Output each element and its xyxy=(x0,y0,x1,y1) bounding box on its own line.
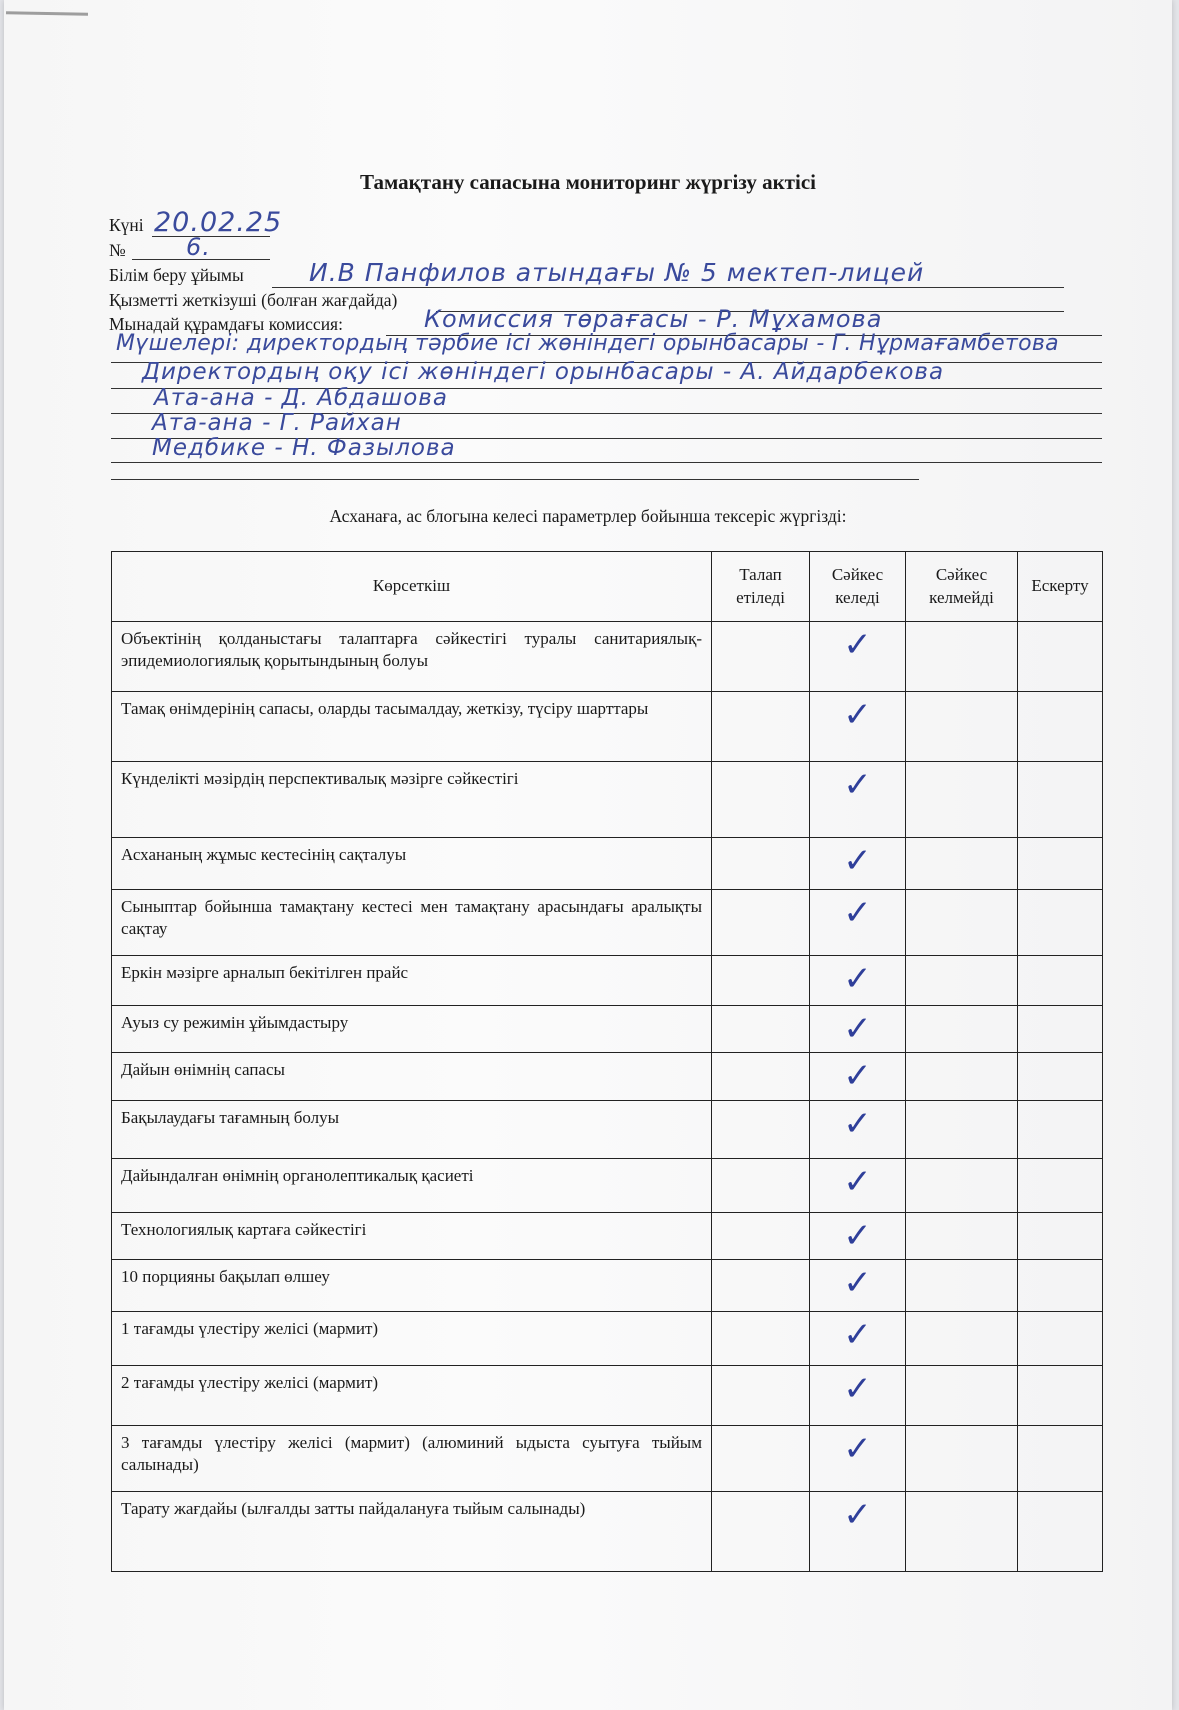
commission-line-6: Медбике - Н. Фазылова xyxy=(152,435,456,461)
indicator-cell: Дайын өнімнің сапасы xyxy=(112,1053,712,1101)
required-cell xyxy=(712,1053,810,1101)
required-cell xyxy=(712,1101,810,1159)
table-row xyxy=(112,1312,1103,1366)
commission-line-4: Ата-ана - Д. Абдашова xyxy=(154,385,448,411)
note-cell xyxy=(1018,838,1103,890)
complies-cell xyxy=(810,838,906,890)
table-row xyxy=(112,1213,1103,1260)
inspection-intro: Асханаға, ас блогына келесі параметрлер бойынша тексеріс жүргізді: xyxy=(329,506,847,526)
not-complies-cell xyxy=(906,1213,1018,1260)
header-note: Ескерту xyxy=(1018,552,1103,622)
complies-cell xyxy=(810,692,906,762)
not-complies-cell xyxy=(906,890,1018,956)
required-cell xyxy=(712,1260,810,1312)
commission-line-5: Ата-ана - Г. Райхан xyxy=(152,410,402,436)
supplier-label: Қызметті жеткізуші (болған жағдайда) xyxy=(109,290,398,310)
checkmark-icon: ✓ xyxy=(843,1056,872,1096)
table-row xyxy=(112,956,1103,1006)
complies-cell xyxy=(810,1312,906,1366)
required-cell xyxy=(712,890,810,956)
table-row xyxy=(112,1159,1103,1213)
not-complies-cell xyxy=(906,622,1018,692)
not-complies-cell xyxy=(906,1366,1018,1426)
checkmark-icon: ✓ xyxy=(843,1315,872,1355)
commission-line-2: Мүшелері: директордың тәрбие ісі жөніндегі орынбасары - Г. Нұрмағамбетова xyxy=(116,331,1059,356)
complies-cell xyxy=(810,622,906,692)
note-cell xyxy=(1018,622,1103,692)
indicator-cell: Бақылаудағы тағамның болуы xyxy=(112,1101,712,1159)
required-cell xyxy=(712,1492,810,1572)
checkmark-icon: ✓ xyxy=(843,1162,872,1202)
table-row xyxy=(112,762,1103,838)
required-cell xyxy=(712,1366,810,1426)
checkmark-icon: ✓ xyxy=(843,841,872,881)
not-complies-cell xyxy=(906,1053,1018,1101)
checkmark-icon: ✓ xyxy=(843,1104,872,1144)
edge-mark xyxy=(6,11,88,15)
indicator-cell: Тарату жағдайы (ылғалды затты пайдалануға тыйым салынады) xyxy=(112,1492,712,1572)
not-complies-cell xyxy=(906,956,1018,1006)
commission-line-3: Директордың оқу ісі жөніндегі орынбасары - А. Айдарбекова xyxy=(142,359,945,385)
note-cell xyxy=(1018,1053,1103,1101)
complies-cell xyxy=(810,956,906,1006)
note-cell xyxy=(1018,1312,1103,1366)
number-label: № xyxy=(109,240,126,260)
note-cell xyxy=(1018,692,1103,762)
table-row xyxy=(112,838,1103,890)
not-complies-cell xyxy=(906,838,1018,890)
header-required: Талап етіледі xyxy=(712,552,810,622)
note-cell xyxy=(1018,1260,1103,1312)
header-not-complies: Сәйкес келмейді xyxy=(906,552,1018,622)
note-cell xyxy=(1018,1159,1103,1213)
required-cell xyxy=(712,1312,810,1366)
not-complies-cell xyxy=(906,1312,1018,1366)
org-label: Білім беру ұйымы xyxy=(109,265,244,285)
checkmark-icon: ✓ xyxy=(843,1263,872,1303)
required-cell xyxy=(712,762,810,838)
header-complies: Сәйкес келеді xyxy=(810,552,906,622)
commission-line-1: Комиссия төрағасы - Р. Мұхамова xyxy=(424,305,883,333)
not-complies-cell xyxy=(906,1426,1018,1492)
indicator-cell: 3 тағамды үлестіру желісі (мармит) (алюминий ыдыста суытуға тыйым салынады) xyxy=(112,1426,712,1492)
commission-rule-7 xyxy=(111,479,919,480)
not-complies-cell xyxy=(906,1260,1018,1312)
commission-label: Мынадай құрамдағы комиссия: xyxy=(109,314,343,334)
complies-cell xyxy=(810,1159,906,1213)
note-cell xyxy=(1018,956,1103,1006)
not-complies-cell xyxy=(906,1159,1018,1213)
not-complies-cell xyxy=(906,1101,1018,1159)
table-row xyxy=(112,622,1103,692)
checkmark-icon: ✓ xyxy=(843,695,872,735)
note-cell xyxy=(1018,1213,1103,1260)
note-cell xyxy=(1018,1426,1103,1492)
note-cell xyxy=(1018,1366,1103,1426)
checkmark-icon: ✓ xyxy=(843,1369,872,1409)
not-complies-cell xyxy=(906,692,1018,762)
date-label: Күні xyxy=(109,215,144,235)
checkmark-icon: ✓ xyxy=(843,1495,872,1535)
indicator-cell: Тамақ өнімдерінің сапасы, оларды тасымалдау, жеткізу, түсіру шарттары xyxy=(112,692,712,762)
note-cell xyxy=(1018,762,1103,838)
header-indicator: Көрсеткіш xyxy=(112,552,712,622)
table-row xyxy=(112,1006,1103,1053)
complies-cell xyxy=(810,1366,906,1426)
complies-cell xyxy=(810,890,906,956)
required-cell xyxy=(712,622,810,692)
checkmark-icon: ✓ xyxy=(843,893,872,933)
not-complies-cell xyxy=(906,1492,1018,1572)
checkmark-icon: ✓ xyxy=(843,625,872,665)
complies-cell xyxy=(810,1260,906,1312)
indicator-cell: Асхананың жұмыс кестесінің сақталуы xyxy=(112,838,712,890)
number-value: 6. xyxy=(186,233,211,261)
document-sheet xyxy=(4,0,1172,1710)
indicator-cell: 1 тағамды үлестіру желісі (мармит) xyxy=(112,1312,712,1366)
not-complies-cell xyxy=(906,762,1018,838)
indicator-cell: 10 порцияны бақылап өлшеу xyxy=(112,1260,712,1312)
table-row xyxy=(112,692,1103,762)
table-row xyxy=(112,1053,1103,1101)
indicator-cell: Объектінің қолданыстағы талаптарға сәйкестігі туралы санитариялық-эпидемиологиялық қорытындының болуы xyxy=(112,622,712,692)
note-cell xyxy=(1018,1006,1103,1053)
indicator-cell: Дайындалған өнімнің органолептикалық қасиеті xyxy=(112,1159,712,1213)
table-row xyxy=(112,1260,1103,1312)
indicator-cell: Технологиялық картаға сәйкестігі xyxy=(112,1213,712,1260)
complies-cell xyxy=(810,1053,906,1101)
checkmark-icon: ✓ xyxy=(843,765,872,805)
indicator-cell: Ауыз су режимін ұйымдастыру xyxy=(112,1006,712,1053)
checkmark-icon: ✓ xyxy=(843,959,872,999)
org-underline xyxy=(272,287,1064,288)
indicator-cell: 2 тағамды үлестіру желісі (мармит) xyxy=(112,1366,712,1426)
note-cell xyxy=(1018,1101,1103,1159)
required-cell xyxy=(712,1006,810,1053)
complies-cell xyxy=(810,1101,906,1159)
required-cell xyxy=(712,838,810,890)
complies-cell xyxy=(810,1426,906,1492)
table-row xyxy=(112,1101,1103,1159)
date-value: 20.02.25 xyxy=(154,207,283,238)
indicator-cell: Еркін мәзірге арналып бекітілген прайс xyxy=(112,956,712,1006)
monitoring-table xyxy=(111,551,1103,1572)
checkmark-icon: ✓ xyxy=(843,1429,872,1469)
table-row xyxy=(112,1426,1103,1492)
checkmark-icon: ✓ xyxy=(843,1009,872,1049)
indicator-cell: Күнделікті мәзірдің перспективалық мәзірге сәйкестігі xyxy=(112,762,712,838)
table-row xyxy=(112,890,1103,956)
table-row xyxy=(112,1366,1103,1426)
checkmark-icon: ✓ xyxy=(843,1216,872,1256)
table-row xyxy=(112,1492,1103,1572)
indicator-cell: Сыныптар бойынша тамақтану кестесі мен тамақтану арасындағы аралықты сақтау xyxy=(112,890,712,956)
required-cell xyxy=(712,692,810,762)
not-complies-cell xyxy=(906,1006,1018,1053)
required-cell xyxy=(712,1213,810,1260)
required-cell xyxy=(712,956,810,1006)
org-value: И.В Панфилов атындағы № 5 мектеп-лицей xyxy=(309,258,925,287)
document-title: Тамақтану сапасына мониторинг жүргізу актісі xyxy=(360,170,816,194)
complies-cell xyxy=(810,1006,906,1053)
commission-rule-6 xyxy=(111,462,1102,463)
complies-cell xyxy=(810,1492,906,1572)
required-cell xyxy=(712,1159,810,1213)
required-cell xyxy=(712,1426,810,1492)
complies-cell xyxy=(810,762,906,838)
complies-cell xyxy=(810,1213,906,1260)
note-cell xyxy=(1018,1492,1103,1572)
note-cell xyxy=(1018,890,1103,956)
